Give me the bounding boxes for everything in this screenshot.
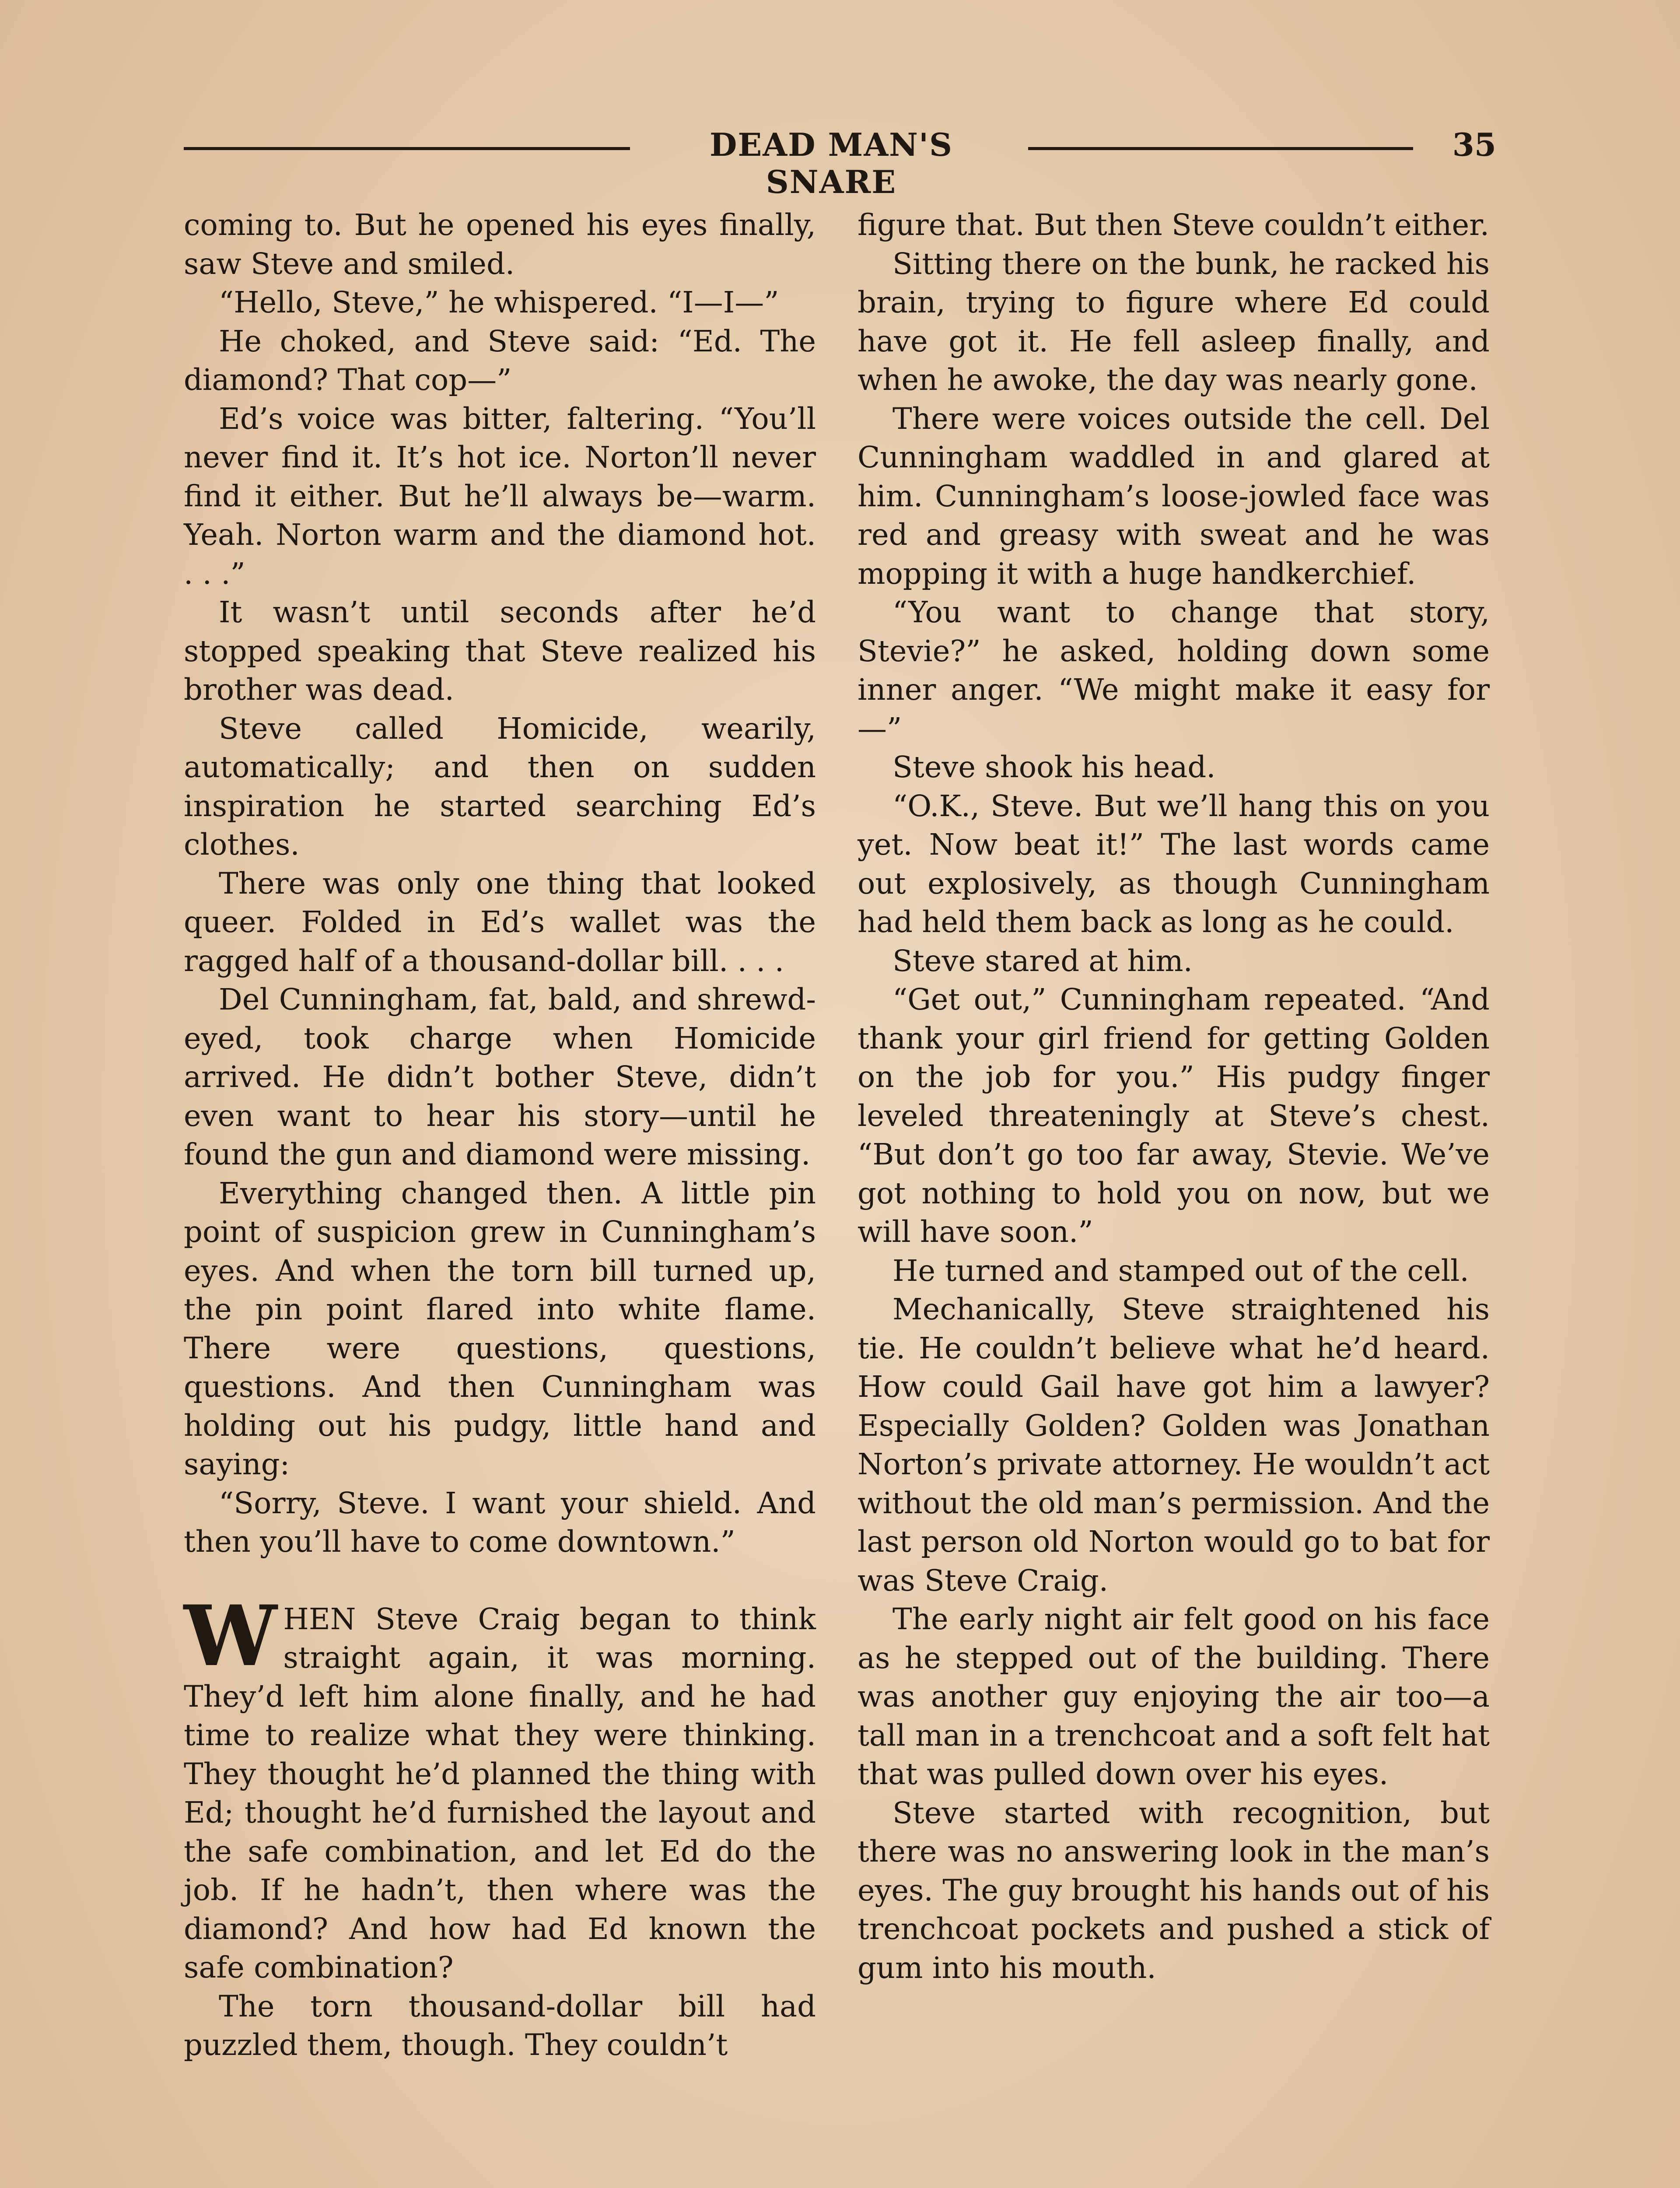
page-header bbox=[184, 126, 1496, 200]
paragraph: “You want to change that story, Stevie?” he asked, holding down some inner anger. “We might make it easy for—” bbox=[858, 595, 1490, 746]
paragraph: figure that. But then Steve couldn’t either. bbox=[858, 208, 1490, 242]
paragraph: “Hello, Steve,” he whispered. “I—I—” bbox=[219, 285, 779, 319]
paragraph: Steve shook his head. bbox=[892, 750, 1216, 784]
section-opening-paragraph bbox=[184, 1587, 816, 1987]
paragraph: Steve called Homicide, wearily, automatically; and then on sudden inspiration he started searching Ed’s clothes. bbox=[184, 711, 816, 862]
section-opening-text: HEN Steve Craig began to think straight again, it was morning. They’d left him alone finally, and he had time to realize what they were thinking. They thought he’d planned the thing with Ed; thought he’d furnished the layout and the safe combination, and let Ed do the job. If he hadn’t, then where was the diamond? And how had Ed known the safe combination? bbox=[184, 1602, 816, 1985]
paragraph: Everything changed then. A little pin point of suspicion grew in Cunningham’s eyes. And when the torn bill turned up, the pin point flared into white flame. There were questions, questions, questions. And then Cunningham was holding out his pudgy, little hand and saying: bbox=[184, 1176, 816, 1481]
page-number: 35 bbox=[1452, 126, 1496, 163]
paragraph: He choked, and Steve said: “Ed. The diamond? That cop—” bbox=[184, 324, 816, 397]
paragraph: Mechanically, Steve straightened his tie. He couldn’t believe what he’d heard. How could Gail have got him a lawyer? Especially Golden? Golden was Jonathan Norton’s private attorney. He wouldn’t act without the old man’s permission. And the last person old Norton would go to bat for was Steve Craig. bbox=[858, 1292, 1490, 1598]
paragraph: The early night air felt good on his face as he stepped out of the building. There was another guy enjoying the air too—a tall man in a trenchcoat and a soft felt hat that was pulled down over his eyes. bbox=[858, 1602, 1490, 1791]
paragraph: “Get out,” Cunningham repeated. “And thank your girl friend for getting Golden on the job for you.” His pudgy finger leveled threateningly at Steve’s chest. “But don’t go too far away, Stevie. We’ve got nothing to hold you on now, but we will have soon.” bbox=[858, 982, 1490, 1249]
right-column bbox=[858, 206, 1490, 1987]
paragraph: Ed’s voice was bitter, faltering. “You’ll never find it. It’s hot ice. Norton’ll never find it either. But he’ll always be—warm. Yeah. Norton warm and the diamond hot. . . .” bbox=[184, 401, 816, 591]
header-rule-right bbox=[1028, 147, 1413, 150]
paragraph: “Sorry, Steve. I want your shield. And then you’ll have to come downtown.” bbox=[184, 1486, 816, 1559]
paragraph: Steve started with recognition, but there was no answering look in the man’s eyes. The guy brought his hands out of his trenchcoat pockets and pushed a stick of gum into his mouth. bbox=[858, 1795, 1490, 1985]
paragraph: Del Cunningham, fat, bald, and shrewd-eyed, took charge when Homicide arrived. He didn’t bother Steve, didn’t even want to hear his story—until he found the gun and diamond were missing. bbox=[184, 982, 816, 1171]
paragraph: There was only one thing that looked queer. Folded in Ed’s wallet was the ragged half of a thousand-dollar bill. . . . bbox=[184, 866, 816, 978]
left-column bbox=[184, 206, 816, 2065]
paragraph: It wasn’t until seconds after he’d stopped speaking that Steve realized his brother was dead. bbox=[184, 595, 816, 707]
paragraph: Steve stared at him. bbox=[892, 943, 1193, 978]
paragraph: Sitting there on the bunk, he racked his brain, trying to figure where Ed could have got it. He fell asleep finally, and when he awoke, the day was nearly gone. bbox=[858, 246, 1490, 397]
paragraph: coming to. But he opened his eyes finally, saw Steve and smiled. bbox=[184, 208, 816, 281]
paragraph: The torn thousand-dollar bill had puzzled them, though. They couldn’t bbox=[184, 1989, 816, 2062]
paragraph: He turned and stamped out of the cell. bbox=[892, 1253, 1469, 1288]
running-title: DEAD MAN'S SNARE bbox=[709, 126, 953, 200]
drop-cap: W bbox=[184, 1587, 277, 1685]
header-rule-left bbox=[184, 147, 630, 150]
paragraph: “O.K., Steve. But we’ll hang this on you yet. Now beat it!” The last words came out explosively, as though Cunningham had held them back as long as he could. bbox=[858, 789, 1490, 939]
paragraph: There were voices outside the cell. Del Cunningham waddled in and glared at him. Cunningham’s loose-jowled face was red and greasy with sweat and he was mopping it with a huge handkerchief. bbox=[858, 401, 1490, 591]
